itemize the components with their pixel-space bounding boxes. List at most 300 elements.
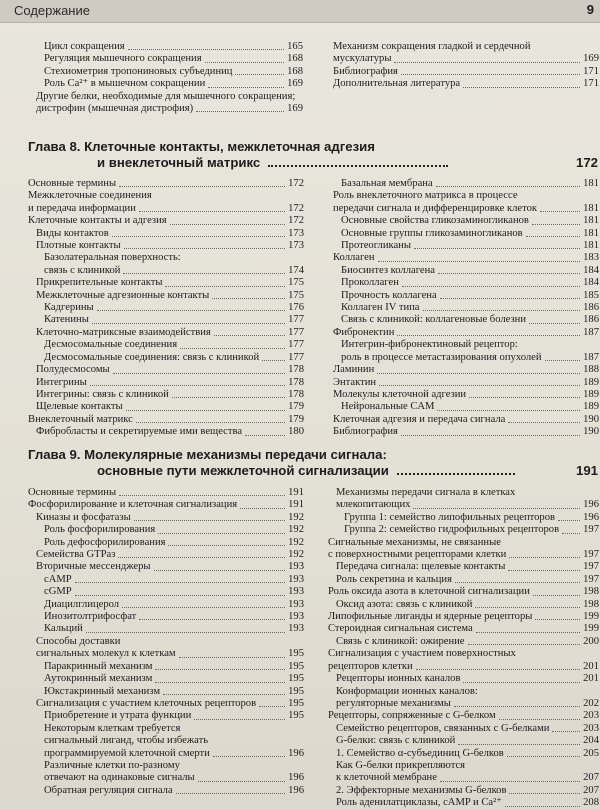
toc-entry[interactable]: [328, 599, 599, 611]
toc-entry[interactable]: [328, 760, 599, 772]
toc-entry-page: 193: [288, 586, 304, 598]
toc-entry-page: 169: [287, 78, 303, 90]
toc-entry[interactable]: [28, 265, 304, 277]
toc-entry-page: 173: [288, 240, 304, 252]
toc-leader-dots: [194, 719, 285, 720]
toc-entry-page: 191: [288, 499, 304, 511]
toc-leader-dots: [240, 508, 285, 509]
toc-entry-page: 184: [583, 264, 599, 276]
toc-entry-title: дистрофин (мышечная дистрофия): [36, 103, 194, 115]
toc-entry-title: роль в процессе метастазирования опухолей: [341, 351, 542, 363]
toc-leader-dots: [458, 744, 580, 745]
toc-entry-page: 196: [583, 511, 599, 523]
toc-leader-dots: [401, 74, 580, 75]
toc-entry-page: 172: [288, 202, 304, 214]
toc-entry[interactable]: [328, 636, 599, 648]
toc-entry[interactable]: [28, 710, 304, 722]
toc-entry[interactable]: [328, 698, 599, 710]
toc-entry[interactable]: [28, 549, 304, 561]
toc-entry[interactable]: [36, 41, 303, 53]
toc-entry-title: Щелевые контакты: [36, 401, 123, 413]
toc-entry[interactable]: [333, 203, 599, 215]
toc-leader-dots: [126, 410, 285, 411]
toc-entry-page: 168: [287, 65, 303, 77]
toc-entry-title: Ламинин: [333, 364, 375, 376]
toc-entry[interactable]: [28, 512, 304, 524]
toc-leader-dots: [155, 669, 285, 670]
toc-entry[interactable]: [28, 290, 304, 302]
toc-entry-page: 203: [583, 722, 599, 734]
toc-leader-dots: [440, 298, 580, 299]
toc-entry-title: Межклеточные адгезионные контакты: [36, 289, 210, 301]
toc-entry[interactable]: [28, 599, 304, 611]
chapter-9-page: 191: [575, 463, 598, 478]
toc-entry[interactable]: [28, 302, 304, 314]
toc-leader-dots: [259, 706, 285, 707]
toc-entry-title: Как G-белки прикрепляются: [336, 759, 466, 771]
toc-entry-title: млекопитающих: [336, 499, 411, 511]
toc-leader-dots: [262, 360, 285, 361]
toc-entry[interactable]: [328, 723, 599, 735]
header-title: Содержание: [14, 3, 90, 18]
toc-leader-dots: [526, 236, 580, 237]
toc-leader-dots: [154, 570, 286, 571]
toc-leader-dots: [158, 533, 285, 534]
toc-leader-dots: [128, 49, 284, 50]
toc-entry-page: 183: [583, 252, 599, 264]
toc-entry[interactable]: [36, 103, 303, 115]
toc-entry[interactable]: [28, 314, 304, 326]
toc-entry-title: Прочность коллагена: [341, 289, 437, 301]
toc-entry-page: 165: [287, 41, 303, 52]
toc-entry-title: передачи сигнала и дифференцировке клеток: [333, 202, 538, 214]
toc-leader-dots: [163, 694, 285, 695]
toc-entry-title: Механизм сокращения гладкой и сердечной: [333, 41, 531, 52]
toc-entry-page: 196: [583, 499, 599, 511]
toc-entry-page: 203: [583, 710, 599, 722]
toc-entry[interactable]: [333, 389, 599, 401]
toc-entry-title: Роль фосфорилирования: [44, 524, 156, 536]
toc-entry-title: Интегрин-фибронектиновый рецептор:: [341, 339, 518, 351]
toc-entry-title: Биосинтез коллагена: [341, 264, 435, 276]
toc-entry-page: 198: [583, 598, 599, 610]
toc-entry[interactable]: [333, 78, 599, 90]
toc-entry[interactable]: [328, 561, 599, 573]
toc-entry-title: Вторичные мессенджеры: [36, 561, 151, 573]
toc-leader-dots: [455, 582, 580, 583]
toc-entry-title: Киназы и фосфатазы: [36, 511, 131, 523]
toc-leader-dots: [535, 619, 580, 620]
toc-entry-page: 169: [583, 53, 599, 65]
toc-entry-page: 195: [288, 710, 304, 722]
toc-entry[interactable]: [333, 426, 599, 438]
toc-entry-page: 195: [288, 673, 304, 685]
toc-entry[interactable]: [28, 636, 304, 648]
toc-leader-dots: [463, 87, 580, 88]
toc-leader-dots: [170, 224, 285, 225]
toc-entry-title: с поверхностными рецепторами клетки: [328, 549, 507, 561]
toc-leader-dots: [97, 310, 285, 311]
toc-leader-dots: [123, 273, 285, 274]
toc-leader-dots: [475, 607, 580, 608]
toc-entry-page: 181: [583, 178, 599, 189]
toc-entry-page: 186: [583, 302, 599, 314]
toc-entry-page: 171: [583, 65, 599, 77]
toc-leader-dots: [90, 385, 285, 386]
toc-entry-page: 181: [583, 202, 599, 214]
toc-entry[interactable]: [333, 377, 599, 389]
toc-entry[interactable]: [333, 314, 599, 326]
toc-entry-page: 181: [583, 240, 599, 252]
toc-entry[interactable]: [333, 302, 599, 314]
toc-leader-dots: [212, 298, 285, 299]
toc-entry[interactable]: [333, 178, 599, 190]
toc-entry[interactable]: [28, 611, 304, 623]
toc-entry-title: Клеточная адгезия и передача сигнала: [333, 413, 506, 425]
toc-leader-dots: [75, 582, 285, 583]
toc-entry-page: 205: [583, 747, 599, 759]
toc-entry[interactable]: [28, 748, 304, 760]
toc-entry-title: Десмосомальные соединения: [44, 339, 178, 351]
toc-entry-title: Стехиометрия тропониновых субъединиц: [44, 65, 233, 77]
toc-entry[interactable]: [328, 748, 599, 760]
toc-entry-page: 197: [583, 524, 599, 536]
toc-entry-title: Обратная регуляция сигнала: [44, 784, 173, 796]
toc-entry-title: Базальная мембрана: [341, 178, 433, 189]
toc-entry-title: Интегрины: связь с клиникой: [36, 388, 169, 400]
toc-leader-dots: [402, 286, 580, 287]
toc-entry-title: Стероидная сигнальная система: [328, 623, 473, 635]
toc-entry-page: 202: [583, 697, 599, 709]
toc-entry[interactable]: [328, 499, 599, 511]
toc-entry-page: 201: [583, 673, 599, 685]
toc-entry[interactable]: [28, 178, 304, 190]
toc-entry[interactable]: [28, 673, 304, 685]
toc-entry-title: Конформации ионных каналов:: [336, 685, 478, 697]
toc-entry-page: 177: [288, 351, 304, 363]
toc-entry-title: Аутокринный механизм: [44, 673, 153, 685]
toc-entry-title: мускулатуры: [333, 53, 392, 65]
toc-entry-title: Полудесмосомы: [36, 364, 110, 376]
toc-leader-dots: [179, 657, 286, 658]
toc-entry-page: 186: [583, 314, 599, 326]
toc-entry-title: 2. Эффекторные механизмы G-белков: [336, 784, 507, 796]
toc-entry[interactable]: [328, 524, 599, 536]
toc-leader-dots: [119, 186, 285, 187]
toc-entry-title: Роль секретина и кальция: [336, 573, 452, 585]
toc-entry-page: 195: [288, 660, 304, 672]
toc-entry-page: 184: [583, 277, 599, 289]
toc-leader-dots: [440, 781, 580, 782]
toc-entry[interactable]: [333, 277, 599, 289]
toc-entry-page: 181: [583, 215, 599, 227]
toc-entry-title: регуляторные механизмы: [336, 697, 451, 709]
toc-entry[interactable]: [28, 414, 304, 426]
toc-leader-dots: [413, 508, 580, 509]
toc-entry[interactable]: [328, 673, 599, 685]
toc-entry-title: Семейство рецепторов, связанных с G-белками: [336, 722, 550, 734]
toc-entry-page: 189: [583, 376, 599, 388]
toc-entry-title: Группа 2: семейство гидрофильных рецепторов: [344, 524, 560, 536]
toc-entry[interactable]: [28, 352, 304, 364]
chapter-8-page: 172: [575, 155, 598, 170]
toc-entry-page: 175: [288, 277, 304, 289]
chapter-8-title-line2: и внеклеточный матрикс: [97, 155, 261, 170]
toc-entry[interactable]: [328, 549, 599, 561]
toc-entry-title: Передача сигнала: щелевые контакты: [336, 561, 506, 573]
toc-leader-dots: [509, 557, 580, 558]
toc-entry[interactable]: [328, 735, 599, 747]
toc-entry-page: 199: [583, 611, 599, 623]
toc-entry-page: 199: [583, 623, 599, 635]
toc-entry-title: Сигнальные механизмы, не связанные: [328, 536, 501, 548]
toc-entry[interactable]: [328, 623, 599, 635]
toc-entry-title: Юкстакринный механизм: [44, 685, 161, 697]
toc-entry[interactable]: [28, 760, 304, 772]
toc-entry-page: 195: [288, 648, 304, 660]
toc-entry[interactable]: [333, 414, 599, 426]
toc-entry[interactable]: [28, 377, 304, 389]
toc-entry[interactable]: [28, 190, 304, 202]
chapter-9-title-line2: основные пути межклеточной сигнализации: [97, 463, 389, 478]
toc-entry[interactable]: [333, 252, 599, 264]
toc-entry-title: Молекулы клеточной адгезии: [333, 388, 467, 400]
toc-entry-title: Интегрины: [36, 376, 87, 388]
toc-entry-page: 197: [583, 573, 599, 585]
toc-entry[interactable]: [28, 215, 304, 227]
toc-leader-dots: [394, 62, 580, 63]
toc-entry[interactable]: [328, 611, 599, 623]
toc-entry-title: Другие белки, необходимые для мышечного сокращения;: [36, 90, 296, 102]
toc-leader-dots: [172, 397, 285, 398]
toc-leader-dots: [124, 248, 285, 249]
toc-entry[interactable]: [28, 661, 304, 673]
toc-entry-page: 189: [583, 401, 599, 413]
toc-entry-page: 196: [288, 784, 304, 796]
toc-entry[interactable]: [328, 661, 599, 673]
toc-entry-page: 192: [288, 511, 304, 523]
toc-leader-dots: [509, 793, 580, 794]
toc-leader-dots: [401, 435, 580, 436]
toc-entry-page: 174: [288, 264, 304, 276]
toc-ch9-right-column: [328, 487, 599, 810]
toc-entry[interactable]: [333, 364, 599, 376]
toc-leader-dots: [499, 719, 580, 720]
toc-entry[interactable]: [36, 66, 303, 78]
toc-leader-dots: [508, 570, 580, 571]
toc-entry[interactable]: [328, 537, 599, 549]
toc-entry[interactable]: [28, 524, 304, 536]
toc-entry-page: 177: [288, 326, 304, 338]
toc-entry[interactable]: [36, 78, 303, 90]
toc-entry[interactable]: [28, 723, 304, 735]
toc-entry-title: Виды контактов: [36, 227, 109, 239]
toc-entry[interactable]: [28, 586, 304, 598]
toc-entry[interactable]: [328, 772, 599, 784]
toc-entry-page: 192: [288, 549, 304, 561]
toc-entry-page: 187: [583, 351, 599, 363]
toc-entry[interactable]: [328, 487, 599, 499]
toc-entry-title: Основные термины: [28, 487, 117, 498]
toc-entry-title: Цикл сокращения: [44, 41, 125, 52]
toc-entry-title: Связь с клиникой: коллагеновые болезни: [341, 314, 526, 326]
toc-entry-title: Инозитолтрифосфат: [44, 611, 137, 623]
toc-leader-dots: [86, 632, 285, 633]
toc-entry[interactable]: [28, 623, 304, 635]
toc-entry[interactable]: [36, 53, 303, 65]
toc-entry[interactable]: [28, 228, 304, 240]
toc-entry-title: Прикрепительные контакты: [36, 277, 163, 289]
toc-entry-title: Роль внеклеточного матрикса в процессе: [333, 190, 518, 202]
toc-entry-title: Диацилглицерол: [44, 598, 120, 610]
toc-entry[interactable]: [28, 277, 304, 289]
toc-leader-dots: [437, 410, 580, 411]
toc-entry[interactable]: [333, 240, 599, 252]
toc-entry-page: 177: [288, 314, 304, 326]
toc-entry[interactable]: [328, 797, 599, 809]
toc-entry-title: Внеклеточный матрикс: [28, 413, 133, 425]
toc-entry-page: 178: [288, 376, 304, 388]
toc-entry[interactable]: [28, 327, 304, 339]
toc-leader-dots: [454, 706, 580, 707]
toc-entry[interactable]: [333, 401, 599, 413]
toc-entry[interactable]: [328, 785, 599, 797]
toc-leader-dots: [168, 545, 285, 546]
toc-entry[interactable]: [28, 686, 304, 698]
toc-entry-page: 180: [288, 426, 304, 438]
toc-entry[interactable]: [28, 252, 304, 264]
toc-leader-dots: [139, 211, 285, 212]
toc-leader-dots: [463, 682, 580, 683]
toc-leader-dots: [529, 323, 580, 324]
toc-entry-page: 193: [288, 611, 304, 623]
toc-entry-page: 198: [583, 586, 599, 598]
toc-entry-page: 193: [288, 561, 304, 573]
toc-entry-title: Кадгерины: [44, 302, 94, 314]
toc-entry-title: сигнальных молекул к клеткам: [36, 648, 176, 660]
toc-entry-title: Семейства GTPаз: [36, 549, 116, 561]
toc-entry[interactable]: [328, 648, 599, 660]
toc-leader-dots: [416, 669, 580, 670]
toc-entry[interactable]: [333, 290, 599, 302]
toc-entry-page: 181: [583, 227, 599, 239]
toc-entry-page: 200: [583, 635, 599, 647]
toc-entry-title: Оксид азота: связь с клиникой: [336, 598, 473, 610]
toc-leader-dots: [122, 607, 285, 608]
toc-entry-title: Плотные контакты: [36, 240, 121, 252]
toc-entry[interactable]: [28, 364, 304, 376]
toc-leader-dots: [532, 224, 580, 225]
toc-entry-page: 207: [583, 772, 599, 784]
toc-entry[interactable]: [28, 203, 304, 215]
toc-entry[interactable]: [333, 339, 599, 351]
toc-leader-dots: [476, 632, 580, 633]
toc-entry[interactable]: [28, 240, 304, 252]
toc-entry-page: 177: [288, 339, 304, 351]
toc-entry[interactable]: [328, 686, 599, 698]
toc-entry-title: Приобретение и утрата функции: [44, 710, 192, 722]
toc-entry-title: Межклеточные соединения: [28, 190, 152, 202]
toc-entry-title: Различные клетки по-разному: [44, 759, 180, 771]
toc-entry-page: 169: [287, 103, 303, 115]
toc-entry-title: и передача информации: [28, 202, 136, 214]
toc-entry-page: 196: [288, 747, 304, 759]
toc-leader-dots: [423, 310, 581, 311]
toc-leader-dots: [113, 373, 285, 374]
toc-entry[interactable]: [28, 401, 304, 413]
toc-entry-page: 192: [288, 524, 304, 536]
toc-entry[interactable]: [333, 228, 599, 240]
toc-leader-dots: [552, 731, 580, 732]
toc-entry[interactable]: [36, 91, 303, 103]
toc-entry[interactable]: [333, 66, 599, 78]
toc-entry-page: 176: [288, 302, 304, 314]
toc-leader-dots: [438, 273, 580, 274]
toc-leader-dots: [378, 261, 581, 262]
toc-entry[interactable]: [333, 215, 599, 227]
toc-top-left-column: [36, 41, 303, 115]
toc-entry[interactable]: [28, 648, 304, 660]
toc-entry-title: Коллаген IV типа: [341, 302, 420, 314]
toc-entry[interactable]: [28, 574, 304, 586]
toc-entry[interactable]: [28, 785, 304, 797]
toc-leader-dots: [134, 520, 285, 521]
toc-entry[interactable]: [333, 41, 599, 53]
toc-entry-title: Клеточно-матриксные взаимодействия: [36, 326, 211, 338]
toc-leader-dots: [75, 595, 285, 596]
toc-entry-title: сигнальный лиганд, чтобы избежать: [44, 735, 209, 747]
toc-entry-page: 185: [583, 289, 599, 301]
toc-entry-title: Фибронектин: [333, 326, 395, 338]
toc-entry[interactable]: [328, 586, 599, 598]
toc-leader-dots: [92, 323, 285, 324]
toc-entry[interactable]: [28, 561, 304, 573]
toc-entry[interactable]: [28, 698, 304, 710]
toc-entry[interactable]: [28, 537, 304, 549]
toc-entry[interactable]: [333, 53, 599, 65]
toc-entry[interactable]: [328, 710, 599, 722]
toc-entry-page: 190: [583, 413, 599, 425]
toc-entry-title: Способы доставки: [36, 635, 121, 647]
toc-entry[interactable]: [328, 512, 599, 524]
toc-entry-title: Коллаген: [333, 252, 375, 264]
toc-entry[interactable]: [28, 339, 304, 351]
toc-ch8-right-column: [333, 178, 599, 439]
toc-entry-page: 207: [583, 784, 599, 796]
toc-entry[interactable]: [328, 574, 599, 586]
toc-entry-title: Основные термины: [28, 178, 117, 189]
toc-entry[interactable]: [333, 352, 599, 364]
toc-leader-dots: [139, 619, 285, 620]
toc-entry[interactable]: [333, 190, 599, 202]
toc-leader-dots: [235, 74, 284, 75]
toc-entry-title: связь с клиникой: [44, 264, 121, 276]
toc-leader-dots: [214, 335, 285, 336]
toc-entry[interactable]: [28, 499, 304, 511]
toc-entry[interactable]: [28, 735, 304, 747]
toc-leader-dots: [118, 557, 285, 558]
toc-entry[interactable]: [28, 487, 304, 499]
toc-entry[interactable]: [333, 327, 599, 339]
toc-entry[interactable]: [28, 426, 304, 438]
toc-entry[interactable]: [333, 265, 599, 277]
toc-entry-page: 187: [583, 326, 599, 338]
toc-entry-title: cGMP: [44, 586, 72, 598]
toc-entry[interactable]: [28, 772, 304, 784]
toc-leader-dots: [377, 373, 580, 374]
toc-leader-dots: [436, 186, 580, 187]
toc-entry[interactable]: [28, 389, 304, 401]
